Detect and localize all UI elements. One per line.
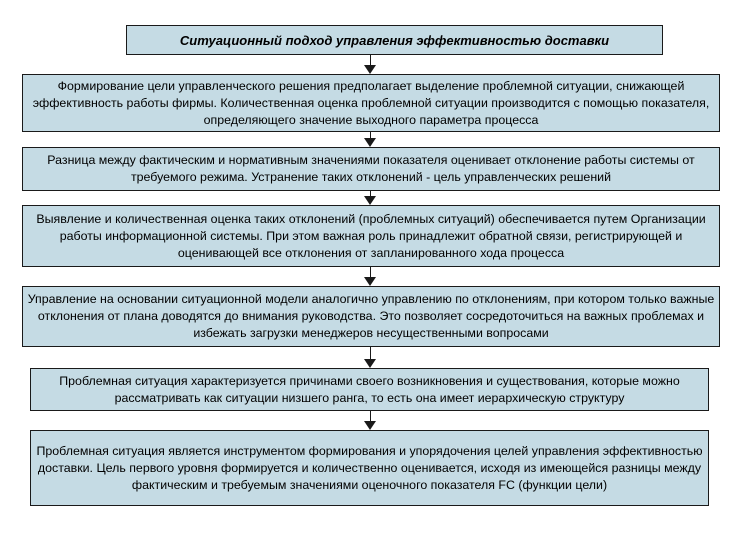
connector-line: [370, 411, 371, 421]
flow-block-4-text: Управление на основании ситуационной модели аналогично управлению по отклонениям, при котором только важные отклонения от плана доводятся до внимания руководства. Это позволяет сосредоточиться на важных проблемах и избежать загрузки менеджеров несущественными вопросами: [27, 292, 715, 340]
arrow-down-icon: [364, 421, 376, 430]
arrow-down-icon: [364, 359, 376, 368]
arrow-down-icon: [364, 65, 376, 74]
flow-block-6: [30, 430, 709, 506]
connector-line: [370, 347, 371, 359]
arrow-down-icon: [364, 196, 376, 205]
arrow-down-icon: [364, 277, 376, 286]
flow-block-5-text: Проблемная ситуация характеризуется причинами своего возникновения и существования, которые можно рассматривать как ситуации низшего ранга, то есть она имеет иерархическую структуру: [59, 373, 680, 405]
diagram-title-text: Ситуационный подход управления эффективностью доставки: [179, 32, 610, 48]
flow-block-3: [22, 205, 720, 267]
flow-block-6-text: Проблемная ситуация является инструментом формирования и упорядочения целей управления эффективностью доставки. Цель первого уровня формируется и количественно оценивается, исходя из имеющейся разницы между фактическим и требуемым значениями оценочного показателя FC (функции цели): [36, 443, 703, 492]
connector-line: [370, 267, 371, 277]
flow-block-1-text: Формирование цели управленческого решения предполагает выделение проблемной ситуации, снижающей эффективность работы фирмы. Количественная оценка проблемной ситуации производится с помощью показателя, определяющего значение выходного параметра процесса: [32, 78, 710, 127]
flow-block-3-text: Выявление и количественная оценка таких отклонений (проблемных ситуаций) обеспечивается путем Организации работы информационной системы. При этом важная роль принадлежит обратной связи, регистрирующей и оценивающей все отклонения от запланированного хода процесса: [36, 211, 706, 260]
flow-block-2-text: Разница между фактическим и нормативным значениями показателя оценивает отклонение работы системы от требуемого режима. Устранение таких отклонений - цель управленческих решений: [47, 153, 695, 184]
connector-line: [370, 55, 371, 65]
diagram-title: [126, 25, 663, 55]
arrow-down-icon: [364, 138, 376, 147]
flow-block-2: [22, 147, 720, 191]
flow-block-5: [30, 368, 709, 411]
flow-block-1: [22, 74, 720, 132]
flow-block-4: [22, 286, 720, 347]
